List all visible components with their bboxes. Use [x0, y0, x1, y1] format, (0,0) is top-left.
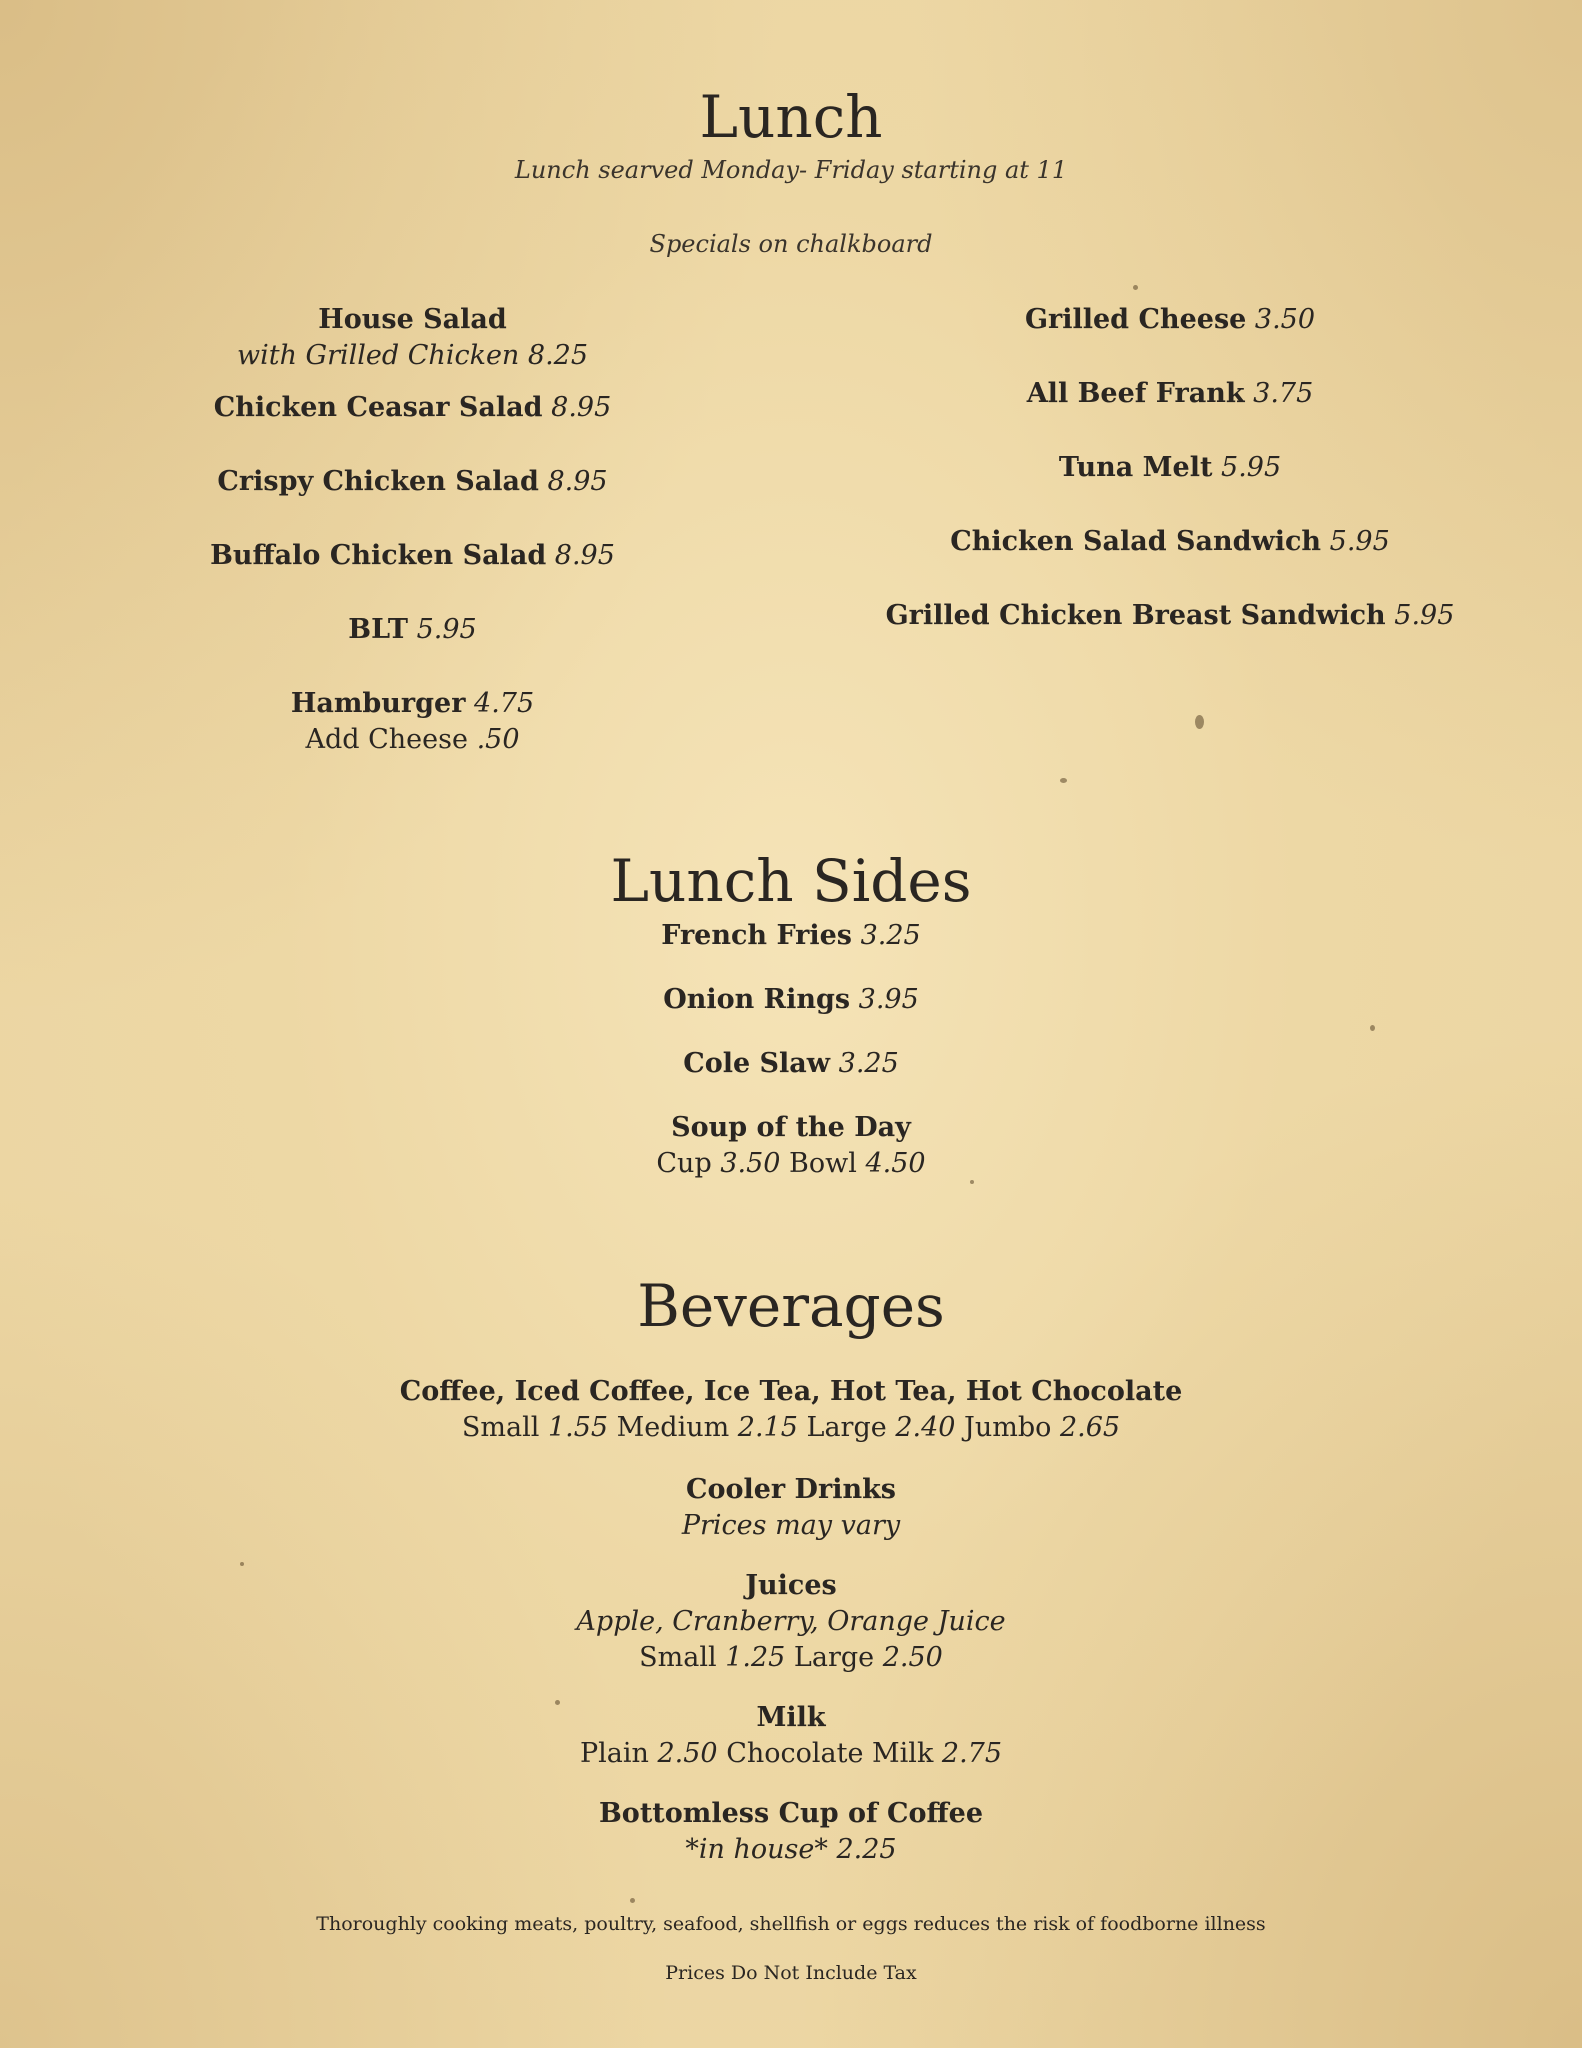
tax-note: Prices Do Not Include Tax	[665, 1962, 917, 1984]
menu-item	[160, 302, 665, 374]
size-label: Plain	[579, 1738, 649, 1769]
specials-note: Specials on chalkboard	[649, 230, 933, 258]
item-name: Grilled Chicken Breast Sandwich	[885, 600, 1386, 631]
size-price: 1.55	[547, 1412, 609, 1443]
menu-item	[865, 376, 1475, 412]
size-price: 2.15	[737, 1412, 798, 1443]
item-name: Soup of the Day	[671, 1112, 911, 1143]
size-label: Cup	[656, 1148, 712, 1179]
size-label: Small	[461, 1412, 540, 1443]
menu-item	[0, 982, 1582, 1018]
item-price: 8.95	[551, 392, 612, 423]
item-name: Grilled Cheese	[1024, 304, 1247, 335]
size-price: 2.50	[657, 1738, 718, 1769]
size-price: 2.40	[895, 1412, 956, 1443]
beverages-list	[0, 1374, 1582, 1868]
item-price: 3.25	[860, 920, 921, 951]
item-price: 5.95	[416, 614, 477, 645]
item-name: Hamburger	[290, 688, 466, 719]
sides-title: Lunch Sides	[610, 847, 972, 915]
item-name: All Beef Frank	[1026, 378, 1245, 409]
item-addon-price: .50	[476, 724, 520, 755]
size-price: 4.50	[865, 1148, 926, 1179]
item-name: Cole Slaw	[683, 1048, 831, 1079]
item-name: Bottomless Cup of Coffee	[598, 1798, 984, 1829]
size-price: 1.25	[725, 1642, 786, 1673]
sides-list	[0, 918, 1582, 1182]
item-price: 3.50	[1254, 304, 1316, 335]
menu-item	[0, 1110, 1582, 1182]
item-name: Juices	[745, 1570, 837, 1601]
menu-item	[0, 1374, 1582, 1446]
menu-item	[865, 450, 1475, 486]
lunch-hours: Lunch searved Monday- Friday starting at 11	[514, 156, 1068, 184]
item-price: 3.25	[838, 1048, 899, 1079]
item-name: French Fries	[661, 920, 853, 951]
item-name: Crispy Chicken Salad	[217, 466, 539, 497]
lunch-title: Lunch	[699, 83, 883, 151]
item-option: with Grilled Chicken 8.25	[236, 340, 589, 371]
size-price: 2.50	[882, 1642, 943, 1673]
menu-item	[865, 302, 1475, 338]
size-price: 2.65	[1059, 1412, 1121, 1443]
menu-item	[0, 918, 1582, 954]
lunch-left-column	[160, 302, 665, 758]
item-note: Prices may vary	[681, 1510, 901, 1541]
item-price: 5.95	[1394, 600, 1455, 631]
menu-item	[0, 1796, 1582, 1868]
size-label: Chocolate Milk	[726, 1738, 934, 1769]
lunch-right-column	[865, 302, 1475, 634]
menu-item	[160, 686, 665, 758]
size-label: Small	[639, 1642, 717, 1673]
item-note: *in house* 2.25	[685, 1834, 897, 1865]
item-name: Cooler Drinks	[685, 1474, 896, 1505]
beverages-title: Beverages	[637, 1272, 945, 1340]
item-price: 3.75	[1253, 378, 1314, 409]
menu-item	[865, 524, 1475, 560]
item-price: 5.95	[1329, 526, 1390, 557]
size-label: Large	[793, 1642, 875, 1673]
item-name: Milk	[756, 1702, 826, 1733]
food-safety-warning: Thoroughly cooking meats, poultry, seafood, shellfish or eggs reduces the risk of foodborne illness	[316, 1913, 1266, 1935]
menu-item	[865, 598, 1475, 634]
item-price: 5.95	[1221, 452, 1282, 483]
size-label: Jumbo	[964, 1412, 1052, 1443]
item-flavors: Apple, Cranberry, Orange Juice	[576, 1606, 1006, 1637]
menu-item	[0, 1568, 1582, 1676]
item-name: BLT	[348, 614, 408, 645]
menu-item	[0, 1046, 1582, 1082]
item-name: Chicken Salad Sandwich	[950, 526, 1322, 557]
item-name: Buffalo Chicken Salad	[210, 540, 547, 571]
item-price: 4.75	[474, 688, 535, 719]
item-name: Tuna Melt	[1058, 452, 1213, 483]
menu-item	[0, 1700, 1582, 1772]
size-label: Large	[806, 1412, 887, 1443]
item-name: Chicken Ceasar Salad	[213, 392, 543, 423]
size-label: Medium	[616, 1412, 730, 1443]
item-price: 8.95	[554, 540, 615, 571]
menu-item	[160, 390, 665, 426]
menu-item	[160, 538, 665, 574]
item-addon-label: Add Cheese	[305, 724, 468, 755]
item-name: House Salad	[318, 304, 507, 335]
menu-item	[160, 612, 665, 648]
size-price: 3.50	[720, 1148, 781, 1179]
item-price: 8.95	[547, 466, 608, 497]
menu-item	[0, 1472, 1582, 1544]
item-name: Coffee, Iced Coffee, Ice Tea, Hot Tea, Hot Chocolate	[399, 1376, 1183, 1407]
size-price: 2.75	[941, 1738, 1003, 1769]
item-name: Onion Rings	[663, 984, 851, 1015]
size-label: Bowl	[789, 1148, 857, 1179]
menu-item	[160, 464, 665, 500]
item-price: 3.95	[858, 984, 919, 1015]
